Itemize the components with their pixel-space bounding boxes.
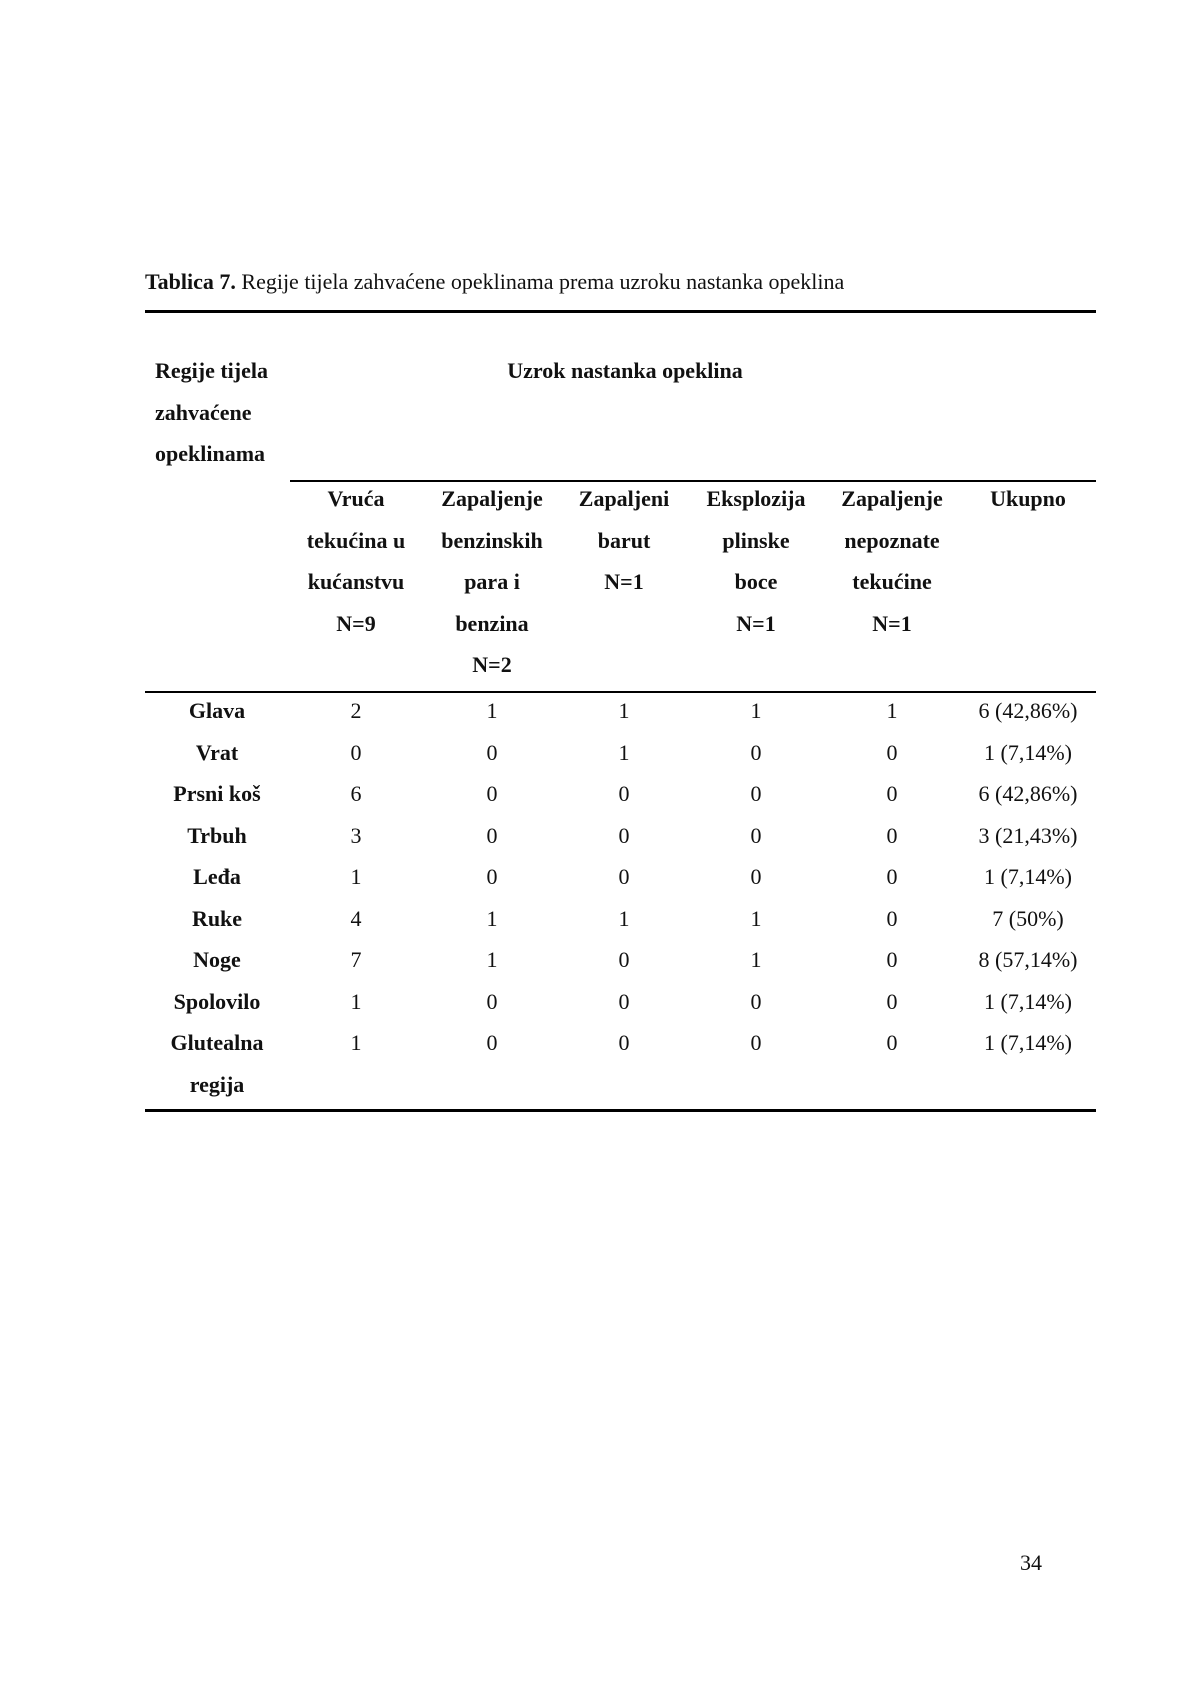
row-region-label: Glava [188, 698, 246, 723]
table-cell: 0 [886, 823, 898, 848]
table-cell: 6 [350, 781, 362, 806]
table-cell: 0 [618, 989, 630, 1014]
row-region-label: Spolovilo [173, 989, 261, 1014]
table-cell: 0 [886, 989, 898, 1014]
table-top-rule [145, 310, 1096, 313]
table-cell: 1 [750, 906, 762, 931]
table-cell: 6 (42,86%) [978, 698, 1078, 723]
table-cell: 3 [350, 823, 362, 848]
table-cell: 0 [750, 1030, 762, 1055]
table-cell: 0 [886, 781, 898, 806]
table-cell: 0 [886, 947, 898, 972]
table-cell: 0 [750, 864, 762, 889]
table-cell: 1 (7,14%) [984, 864, 1072, 889]
column-header: Vruća tekućina u kućanstvu N=9 [306, 486, 406, 636]
column-header: Eksplozija plinske boce N=1 [706, 486, 806, 636]
table-cell: 1 [750, 698, 762, 723]
table-cell: 7 (50%) [992, 906, 1064, 931]
page-number: 34 [1020, 1550, 1042, 1575]
row-region-label: Prsni koš [173, 781, 261, 806]
table-cell: 0 [886, 1030, 898, 1055]
table-cell: 3 (21,43%) [978, 823, 1078, 848]
table-cell: 0 [618, 864, 630, 889]
table-bottom-rule [145, 1109, 1096, 1112]
table-cell: 1 [486, 906, 498, 931]
table-cell: 0 [750, 781, 762, 806]
table-cell: 0 [750, 989, 762, 1014]
table-cell: 1 (7,14%) [984, 740, 1072, 765]
table-cell: 1 [350, 864, 362, 889]
table-cell: 0 [750, 740, 762, 765]
table-cell: 1 [750, 947, 762, 972]
column-header: Zapaljeni barut N=1 [578, 486, 670, 594]
table-cell: 1 [618, 740, 630, 765]
table-cell: 8 (57,14%) [978, 947, 1078, 972]
table-cell: 1 [618, 906, 630, 931]
row-region-label: Glutealna regija [170, 1030, 264, 1097]
cause-group-header: Uzrok nastanka opeklina [507, 358, 743, 383]
table-cell: 1 [486, 698, 498, 723]
table-cell: 0 [486, 1030, 498, 1055]
table-caption [145, 267, 844, 297]
table-cell: 1 [886, 698, 898, 723]
table-cell: 0 [618, 947, 630, 972]
table-cell: 0 [618, 1030, 630, 1055]
table-cell: 1 [350, 1030, 362, 1055]
table-cell: 1 (7,14%) [984, 1030, 1072, 1055]
column-header: Zapaljenje benzinskih para i benzina N=2 [441, 486, 543, 677]
table-cell: 2 [350, 698, 362, 723]
row-region-label: Leđa [193, 864, 241, 889]
table-cell: 1 [618, 698, 630, 723]
row-region-label: Noge [193, 947, 241, 972]
region-column-header: Regije tijela zahvaćene opeklinama [155, 358, 268, 466]
table-cell: 0 [486, 864, 498, 889]
column-header: Ukupno [990, 486, 1066, 511]
table-cell: 0 [618, 823, 630, 848]
row-region-label: Vrat [195, 740, 239, 765]
table-cell: 0 [486, 823, 498, 848]
table-cell: 0 [750, 823, 762, 848]
table-cell: 0 [886, 740, 898, 765]
table-cell: 0 [486, 989, 498, 1014]
column-header: Zapaljenje nepoznate tekućine N=1 [841, 486, 943, 636]
table-cell: 0 [486, 781, 498, 806]
table-cell: 0 [886, 906, 898, 931]
table-cell: 0 [350, 740, 362, 765]
table-cell: 1 [350, 989, 362, 1014]
table-cell: 1 (7,14%) [984, 989, 1072, 1014]
row-region-label: Trbuh [187, 823, 247, 848]
row-region-label: Ruke [191, 906, 243, 931]
table-cell: 0 [486, 740, 498, 765]
table-cell: 6 (42,86%) [978, 781, 1078, 806]
table-cell: 1 [486, 947, 498, 972]
table-cell: 0 [618, 781, 630, 806]
table-cell: 7 [350, 947, 362, 972]
caption-text: Regije tijela zahvaćene opeklinama prema uzroku nastanka opeklina [241, 269, 845, 294]
caption-label: Tablica 7. [145, 269, 236, 294]
table-cell: 0 [886, 864, 898, 889]
table-cell: 4 [350, 906, 362, 931]
